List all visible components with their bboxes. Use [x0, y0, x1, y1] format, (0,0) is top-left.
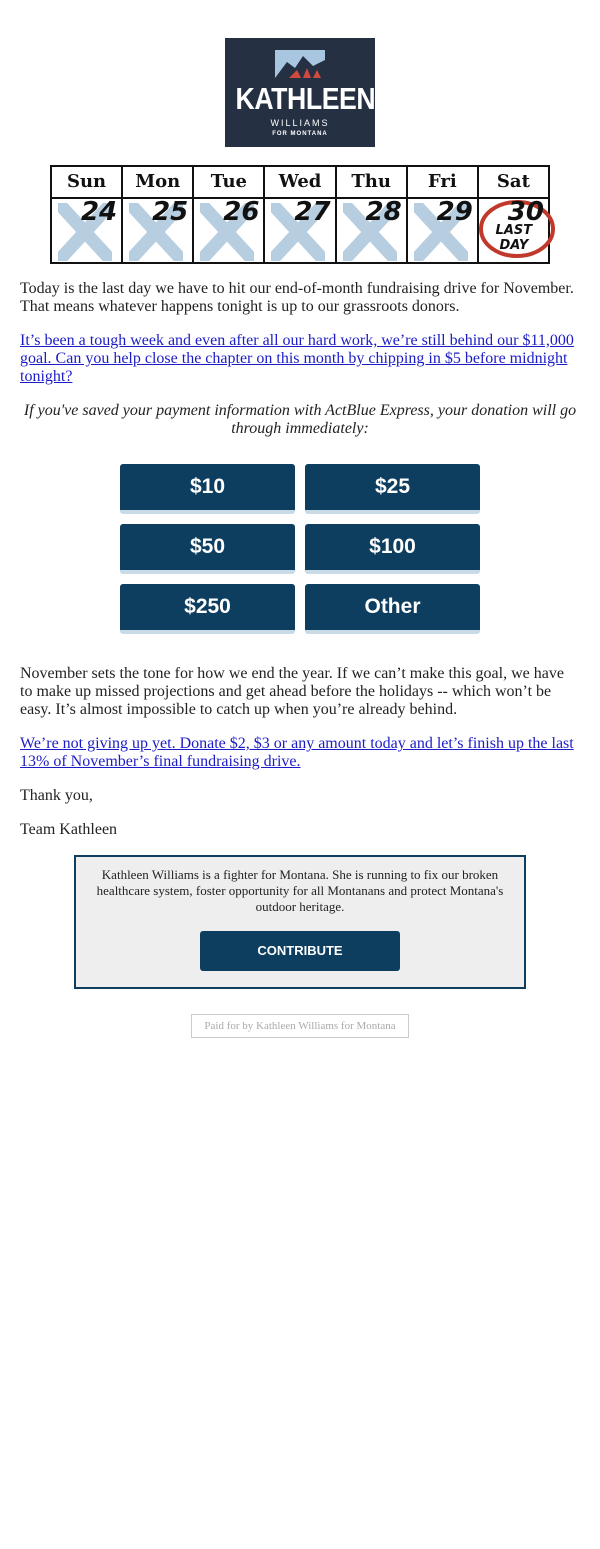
cal-date: 24: [80, 197, 118, 227]
donate-25-button[interactable]: $25: [305, 464, 480, 514]
express-note: If you've saved your payment information with ActBlue Express, your donation will go through immediately:: [23, 402, 577, 437]
logo-sub2: FOR MONTANA: [272, 131, 328, 137]
cal-day-label: Mon: [123, 167, 192, 199]
cal-date: 29: [436, 197, 473, 227]
donate-250-button[interactable]: $250: [120, 584, 295, 634]
donate-other-button[interactable]: Other: [305, 584, 480, 634]
paid-for-disclaimer: Paid for by Kathleen Williams for Montana: [191, 1014, 409, 1038]
cal-date: 26: [223, 197, 260, 227]
footer-box: [74, 855, 526, 989]
donate-50-button[interactable]: $50: [120, 524, 295, 574]
campaign-logo[interactable]: [225, 38, 375, 147]
cal-day-label: Sun: [52, 167, 121, 199]
intro-paragraph: Today is the last day we have to hit our end-of-month fundraising drive for November. That means whatever happens tonight is up to our grassroots donors.: [20, 280, 574, 315]
cal-col-wed: [265, 167, 336, 262]
donate-10-button[interactable]: $10: [120, 464, 295, 514]
last-day-label: LAST DAY: [495, 223, 533, 253]
cal-date: 30: [507, 197, 544, 227]
footer-blurb: Kathleen Williams is a fighter for Montana. She is running to fix our broken healthcare system, foster opportunity for all Montanans and protect Montana's outdoor heritage.: [96, 867, 504, 914]
cal-day-label: Sat: [479, 167, 548, 199]
signature: Team Kathleen: [20, 821, 118, 838]
cal-col-sat: [479, 167, 548, 262]
cal-col-sun: [52, 167, 123, 262]
countdown-calendar: [50, 165, 550, 264]
logo-name: KATHLEEN: [235, 81, 376, 116]
signoff: Thank you,: [20, 787, 93, 804]
cal-date: 28: [365, 197, 402, 227]
cal-day-label: Fri: [408, 167, 477, 199]
cal-date: 25: [152, 197, 189, 227]
cal-day-label: Tue: [194, 167, 263, 199]
cal-date: 27: [294, 197, 331, 227]
mountain-logo-icon: [275, 50, 325, 78]
goal-link[interactable]: It’s been a tough week and even after all our hard work, we’re still behind our $11,000 goal. Can you help close the chapter on this month by chipping in $5 before midnight tonight?: [20, 332, 574, 385]
cal-col-thu: [337, 167, 408, 262]
cal-col-mon: [123, 167, 194, 262]
cal-day-label: Thu: [337, 167, 406, 199]
logo-sub: WILLIAMS: [270, 118, 330, 128]
contribute-button[interactable]: CONTRIBUTE: [200, 931, 400, 971]
cal-col-fri: [408, 167, 479, 262]
cal-col-tue: [194, 167, 265, 262]
cal-day-label: Wed: [265, 167, 334, 199]
donate-any-link[interactable]: We’re not giving up yet. Donate $2, $3 or any amount today and let’s finish up the last 13% of November’s final fundraising drive.: [20, 735, 574, 770]
tone-paragraph: November sets the tone for how we end the year. If we can’t make this goal, we have to make up missed projections and get ahead before the holidays -- which won’t be easy. It’s almost impossible to catch up when you’re already behind.: [20, 665, 564, 718]
donate-100-button[interactable]: $100: [305, 524, 480, 574]
